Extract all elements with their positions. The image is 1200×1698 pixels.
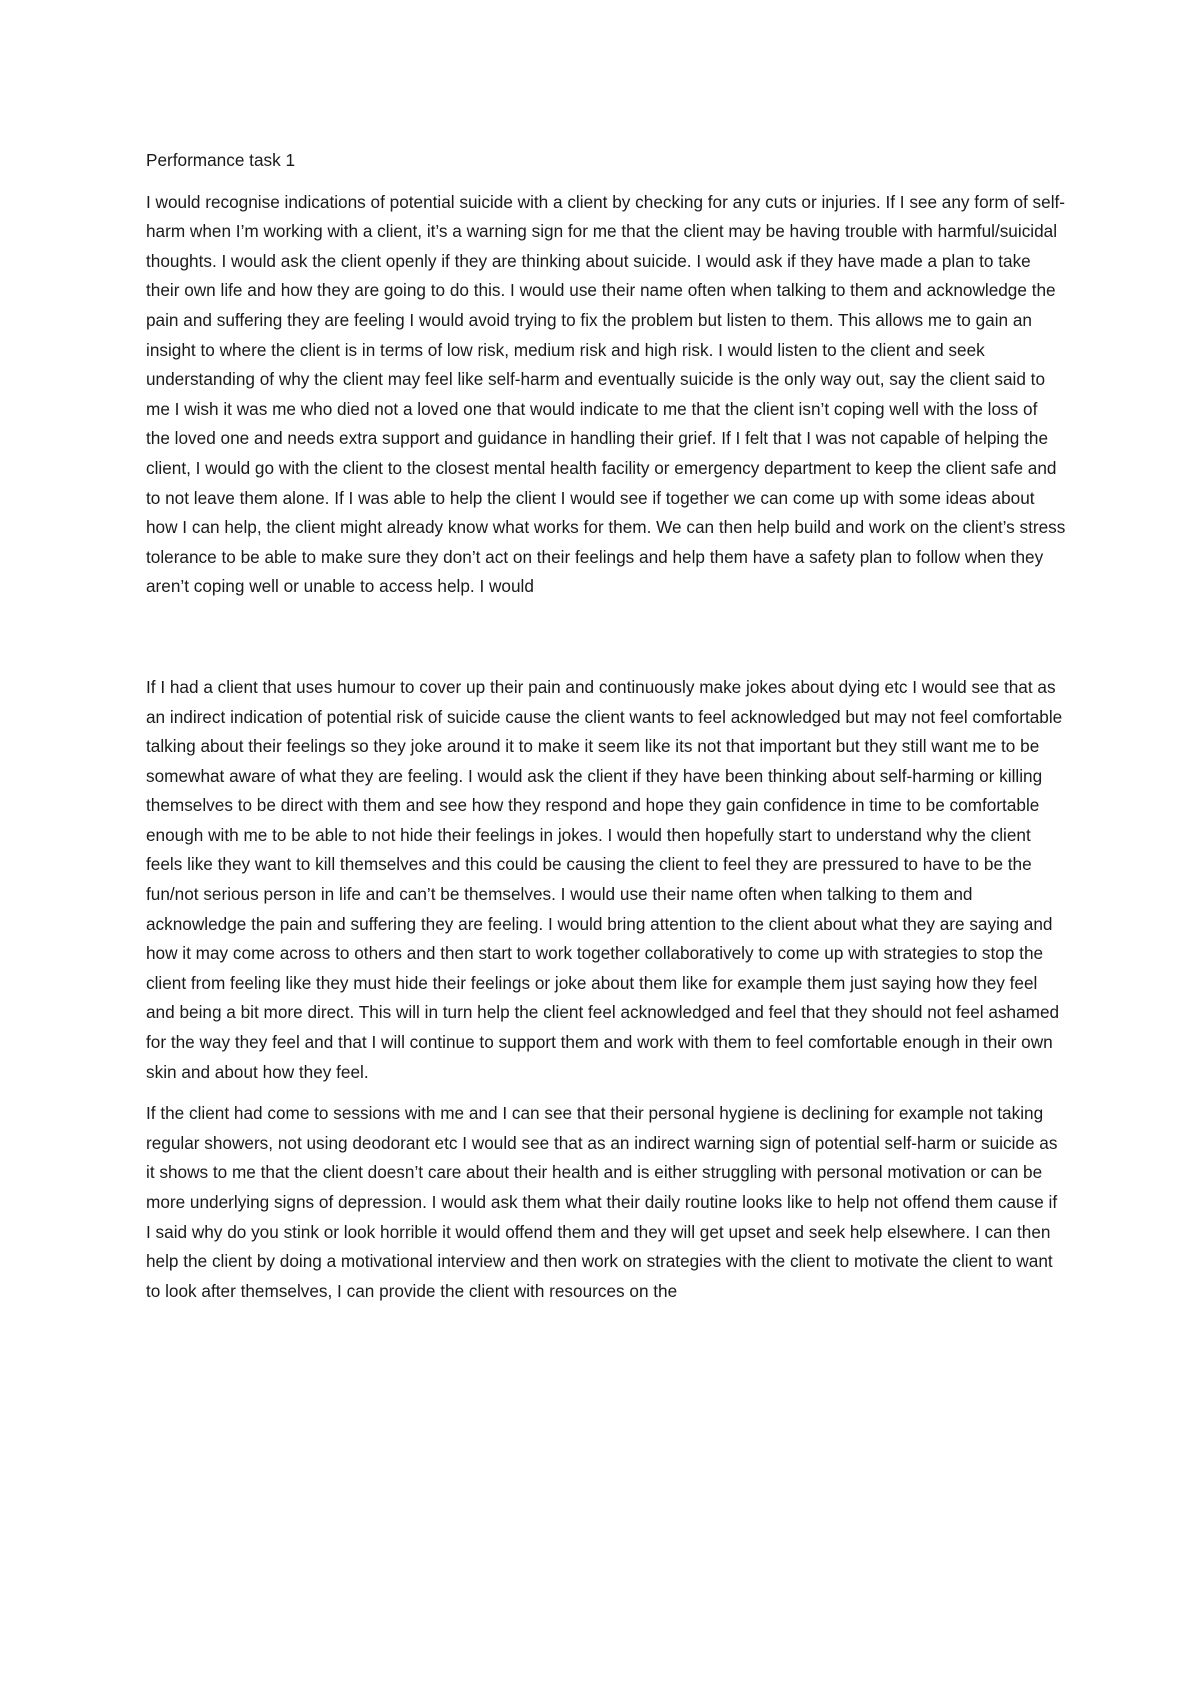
document-body: [146, 146, 1066, 1318]
document-title: Performance task 1: [146, 150, 296, 170]
paragraph-1: I would recognise indications of potential suicide with a client by checking for any cuts or injuries. If I see any form of self-harm when I’m working with a client, it’s a warning sign for me that the client may be having trouble with harmful/suicidal thoughts. I would ask the client openly if they are thinking about suicide. I would ask if they have made a plan to take their own life and how they are going to do this. I would use their name often when talking to them and acknowledge the pain and suffering they are feeling I would avoid trying to fix the problem but listen to them. This allows me to gain an insight to where the client is in terms of low risk, medium risk and high risk. I would listen to the client and seek understanding of why the client may feel like self-harm and eventually suicide is the only way out, say the client said to me I wish it was me who died not a loved one that would indicate to me that the client isn’t coping well with the loss of the loved one and needs extra support and guidance in handling their grief. If I felt that I was not capable of helping the client, I would go with the client to the closest mental health facility or emergency department to keep the client safe and to not leave them alone. If I was able to help the client I would see if together we can come up with some ideas about how I can help, the client might already know what works for them. We can then help build and work on the client’s stress tolerance to be able to make sure they don’t act on their feelings and help them have a safety plan to follow when they aren’t coping well or unable to access help. I would: [146, 191, 1066, 597]
paragraph-gap: [146, 614, 1066, 673]
paragraph-3: If the client had come to sessions with me and I can see that their personal hygiene is declining for example not taking regular showers, not using deodorant etc I would see that as an indirect warning sign of potential self-harm or suicide as it shows to me that the client doesn’t care about their health and is either struggling with personal motivation or can be more underlying signs of depression. I would ask them what their daily routine looks like to help not offend them cause if I said why do you stink or look horrible it would offend them and they will get upset and seek help elsewhere. I can then help the client by doing a motivational interview and then work on strategies with the client to motivate the client to want to look after themselves, I can provide the client with resources on the: [146, 1103, 1058, 1301]
paragraph-2: If I had a client that uses humour to cover up their pain and continuously make jokes about dying etc I would see that as an indirect indication of potential risk of suicide cause the client wants to feel acknowledged but may not feel comfortable talking about their feelings so they joke around it to make it seem like its not that important but they still want me to be somewhat aware of what they are feeling. I would ask the client if they have been thinking about self-harming or killing themselves to be direct with them and see how they respond and hope they gain confidence in time to be comfortable enough with me to be able to not hide their feelings in jokes. I would then hopefully start to understand why the client feels like they want to kill themselves and this could be causing the client to feel they are pressured to have to be the fun/not serious person in life and can’t be themselves. I would use their name often when talking to them and acknowledge the pain and suffering they are feeling. I would bring attention to the client about what they are saying and how it may come across to others and then start to work together collaboratively to come up with strategies to stop the client from feeling like they must hide their feelings or joke about them like for example them just saying how they feel and being a bit more direct. This will in turn help the client feel acknowledged and feel that they should not feel ashamed for the way they feel and that I will continue to support them and work with them to feel comfortable enough in their own skin and about how they feel.: [146, 676, 1063, 1082]
